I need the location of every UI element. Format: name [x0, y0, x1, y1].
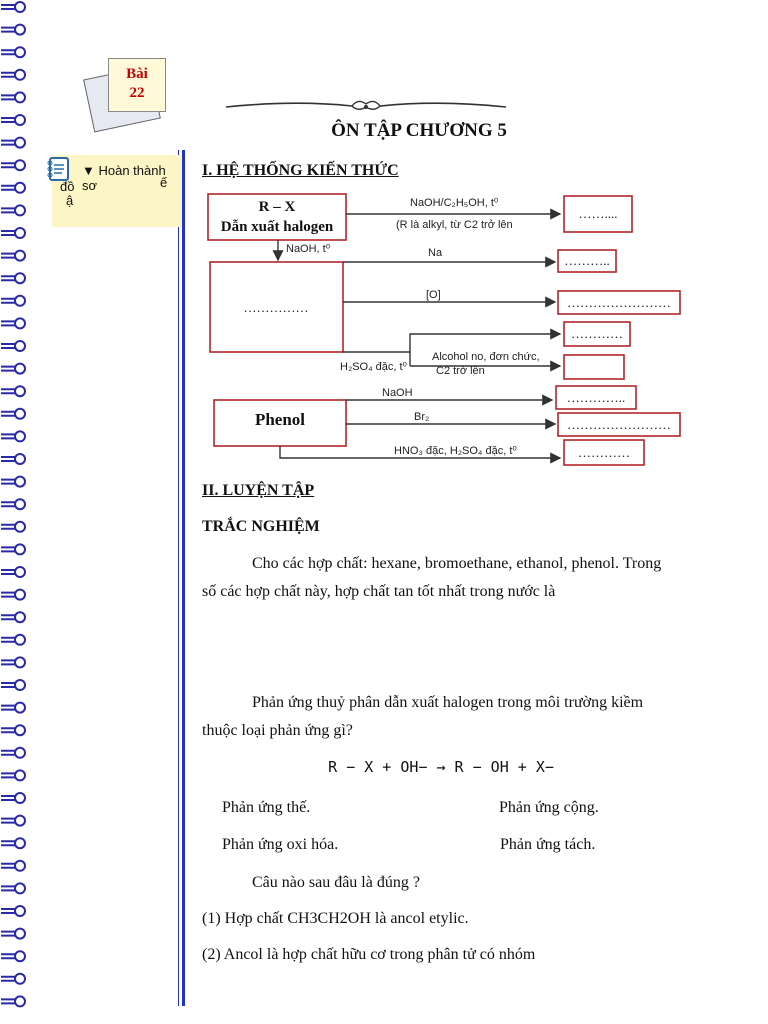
spiral-coil — [1, 593, 16, 597]
spiral-coil — [1, 932, 16, 936]
spiral-coil — [1, 683, 16, 687]
spiral-ring — [15, 454, 25, 464]
cond-naoh-down: NaOH, t⁰ — [286, 243, 331, 255]
spiral-ring — [15, 838, 25, 848]
spiral-ring — [15, 590, 25, 600]
cond-h2so4: H₂SO₄ đặc, t⁰ — [340, 361, 407, 373]
spiral-ring — [15, 861, 25, 871]
lesson-badge — [88, 62, 168, 122]
spiral-coil — [1, 457, 16, 461]
spiral-ring — [15, 499, 25, 509]
question-3-statement-2: (2) Ancol là hợp chất hữu cơ trong phân tử có nhóm — [202, 946, 536, 963]
spiral-ring — [15, 929, 25, 939]
spiral-ring — [15, 544, 25, 554]
spiral-ring — [15, 680, 25, 690]
cond-rx-note: (R là alkyl, từ C2 trở lên — [396, 219, 513, 231]
question-2-line-1: Phản ứng thuỷ phân dẫn xuất halogen trong môi trường kiềm — [252, 694, 644, 711]
spiral-ring — [15, 748, 25, 758]
spiral-coil — [1, 660, 16, 664]
spiral-coil — [1, 502, 16, 506]
spiral-ring — [15, 906, 25, 916]
spiral-coil — [1, 299, 16, 303]
notebook-spiral-binding — [0, 0, 34, 1024]
spiral-coil — [1, 28, 16, 32]
cond-alcohol-1: Alcohol no, đơn chức, — [432, 351, 540, 363]
spiral-coil — [1, 728, 16, 732]
spiral-coil — [1, 547, 16, 551]
blank-text-1: …….... — [578, 206, 618, 221]
page-title: ÔN TẬP CHƯƠNG 5 — [331, 120, 507, 141]
spiral-ring — [15, 793, 25, 803]
spiral-ring — [15, 205, 25, 215]
spiral-ring — [15, 251, 25, 261]
lesson-badge-front-card — [108, 58, 166, 112]
spiral-coil — [1, 50, 16, 54]
subsection-multiple-choice: TRẮC NGHIỆM — [202, 518, 320, 535]
sidebar-note[interactable] — [52, 155, 182, 227]
spiral-coil — [1, 977, 16, 981]
cond-na: Na — [428, 247, 443, 259]
blank-text-3: …………………… — [567, 295, 671, 310]
spiral-ring — [15, 725, 25, 735]
spiral-ring — [15, 92, 25, 102]
spiral-ring — [15, 409, 25, 419]
blank-text-6: ………….. — [566, 390, 626, 405]
spiral-ring — [15, 2, 25, 12]
cond-naoh-phenol: NaOH — [382, 387, 413, 399]
spiral-coil — [1, 321, 16, 325]
spiral-coil — [1, 909, 16, 913]
spiral-coil — [1, 480, 16, 484]
spiral-coil — [1, 706, 16, 710]
blank-box-5 — [564, 355, 624, 379]
spiral-ring — [15, 522, 25, 532]
margin-line — [182, 150, 185, 1006]
question-1-line-1: Cho các hợp chất: hexane, bromoethane, ethanol, phenol. Trong — [252, 555, 662, 572]
spiral-coil — [1, 412, 16, 416]
cond-alcohol-2: C2 trở lên — [436, 365, 485, 377]
spiral-ring — [15, 996, 25, 1006]
spiral-coil — [1, 276, 16, 280]
spiral-coil — [1, 999, 16, 1003]
spiral-coil — [1, 254, 16, 258]
spiral-ring — [15, 951, 25, 961]
spiral-ring — [15, 318, 25, 328]
question-2-line-2: thuộc loại phản ứng gì? — [202, 722, 353, 739]
spiral-ring — [15, 273, 25, 283]
question-1-line-2: số các hợp chất này, hợp chất tan tốt nhất trong nước là — [202, 583, 556, 600]
spiral-coil — [1, 819, 16, 823]
reaction-diagram — [200, 186, 694, 470]
spiral-ring — [15, 386, 25, 396]
box-rx-title: R – X — [258, 199, 296, 215]
spiral-coil — [1, 570, 16, 574]
spiral-ring — [15, 657, 25, 667]
question-2-option-a[interactable]: Phản ứng thế. — [222, 799, 311, 816]
question-2-option-b[interactable]: Phản ứng cộng. — [499, 799, 599, 816]
sidebar-note-text: ▼ Hoàn thành sơ — [82, 163, 166, 193]
sidebar-note-text-2: đồ — [60, 179, 75, 194]
box-mid-blank: …………… — [243, 300, 309, 315]
spiral-ring — [15, 703, 25, 713]
section-heading-practice: II. LUYỆN TẬP — [202, 482, 315, 499]
spiral-ring — [15, 883, 25, 893]
spiral-ring — [15, 296, 25, 306]
cond-oxidation: [O] — [426, 289, 441, 301]
question-2-option-d[interactable]: Phản ứng tách. — [500, 836, 596, 853]
blank-text-8: ………… — [578, 445, 630, 460]
spiral-coil — [1, 954, 16, 958]
cond-naoh-c2h5oh: NaOH/C₂H₅OH, t⁰ — [410, 197, 499, 209]
box-phenol-label: Phenol — [254, 410, 306, 429]
spiral-coil — [1, 638, 16, 642]
cond-br2: Br₂ — [414, 411, 430, 423]
spiral-ring — [15, 183, 25, 193]
spiral-coil — [1, 186, 16, 190]
reaction-equation: R − X + OH− → R − OH + X− — [328, 758, 554, 776]
blank-text-4: ………… — [571, 326, 623, 341]
spiral-coil — [1, 163, 16, 167]
spiral-coil — [1, 841, 16, 845]
spiral-coil — [1, 864, 16, 868]
spiral-ring — [15, 228, 25, 238]
spiral-coil — [1, 208, 16, 212]
spiral-ring — [15, 635, 25, 645]
spiral-ring — [15, 612, 25, 622]
box-rx-subtitle: Dẫn xuất halogen — [220, 219, 334, 235]
spiral-ring — [15, 974, 25, 984]
spiral-ring — [15, 47, 25, 57]
spiral-ring — [15, 160, 25, 170]
spiral-coil — [1, 434, 16, 438]
margin-line-thin — [178, 150, 179, 1006]
spiral-ring — [15, 341, 25, 351]
spiral-coil — [1, 886, 16, 890]
lesson-badge-number: 22 — [129, 85, 145, 101]
spiral-coil — [1, 73, 16, 77]
spiral-ring — [15, 25, 25, 35]
spiral-coil — [1, 95, 16, 99]
spiral-coil — [1, 751, 16, 755]
question-3-prompt: Câu nào sau đâu là đúng ? — [252, 874, 420, 891]
section-heading-knowledge: I. HỆ THỐNG KIẾN THỨC — [202, 162, 399, 179]
spiral-ring — [15, 477, 25, 487]
spiral-coil — [1, 615, 16, 619]
spiral-coil — [1, 525, 16, 529]
sidebar-note-text-3: ế — [160, 175, 168, 190]
spiral-coil — [1, 367, 16, 371]
lesson-badge-label: Bài — [126, 66, 148, 82]
cond-hno3: HNO₃ đặc, H₂SO₄ đặc, t⁰ — [394, 445, 517, 457]
title-ornament — [224, 96, 508, 118]
question-2-option-c[interactable]: Phản ứng oxi hóa. — [222, 836, 339, 853]
spiral-coil — [1, 796, 16, 800]
spiral-ring — [15, 431, 25, 441]
spiral-coil — [1, 231, 16, 235]
spiral-coil — [1, 344, 16, 348]
spiral-ring — [15, 816, 25, 826]
spiral-ring — [15, 364, 25, 374]
blank-text-2: ……….. — [564, 253, 610, 268]
spiral-ring — [15, 70, 25, 80]
spiral-ring — [15, 567, 25, 577]
sidebar-note-text-4: ậ — [66, 193, 74, 208]
spiral-coil — [1, 5, 16, 9]
spiral-coil — [1, 389, 16, 393]
blank-text-7: …………………… — [567, 417, 671, 432]
question-3-statement-1: (1) Hợp chất CH3CH2OH là ancol etylic. — [202, 910, 469, 927]
